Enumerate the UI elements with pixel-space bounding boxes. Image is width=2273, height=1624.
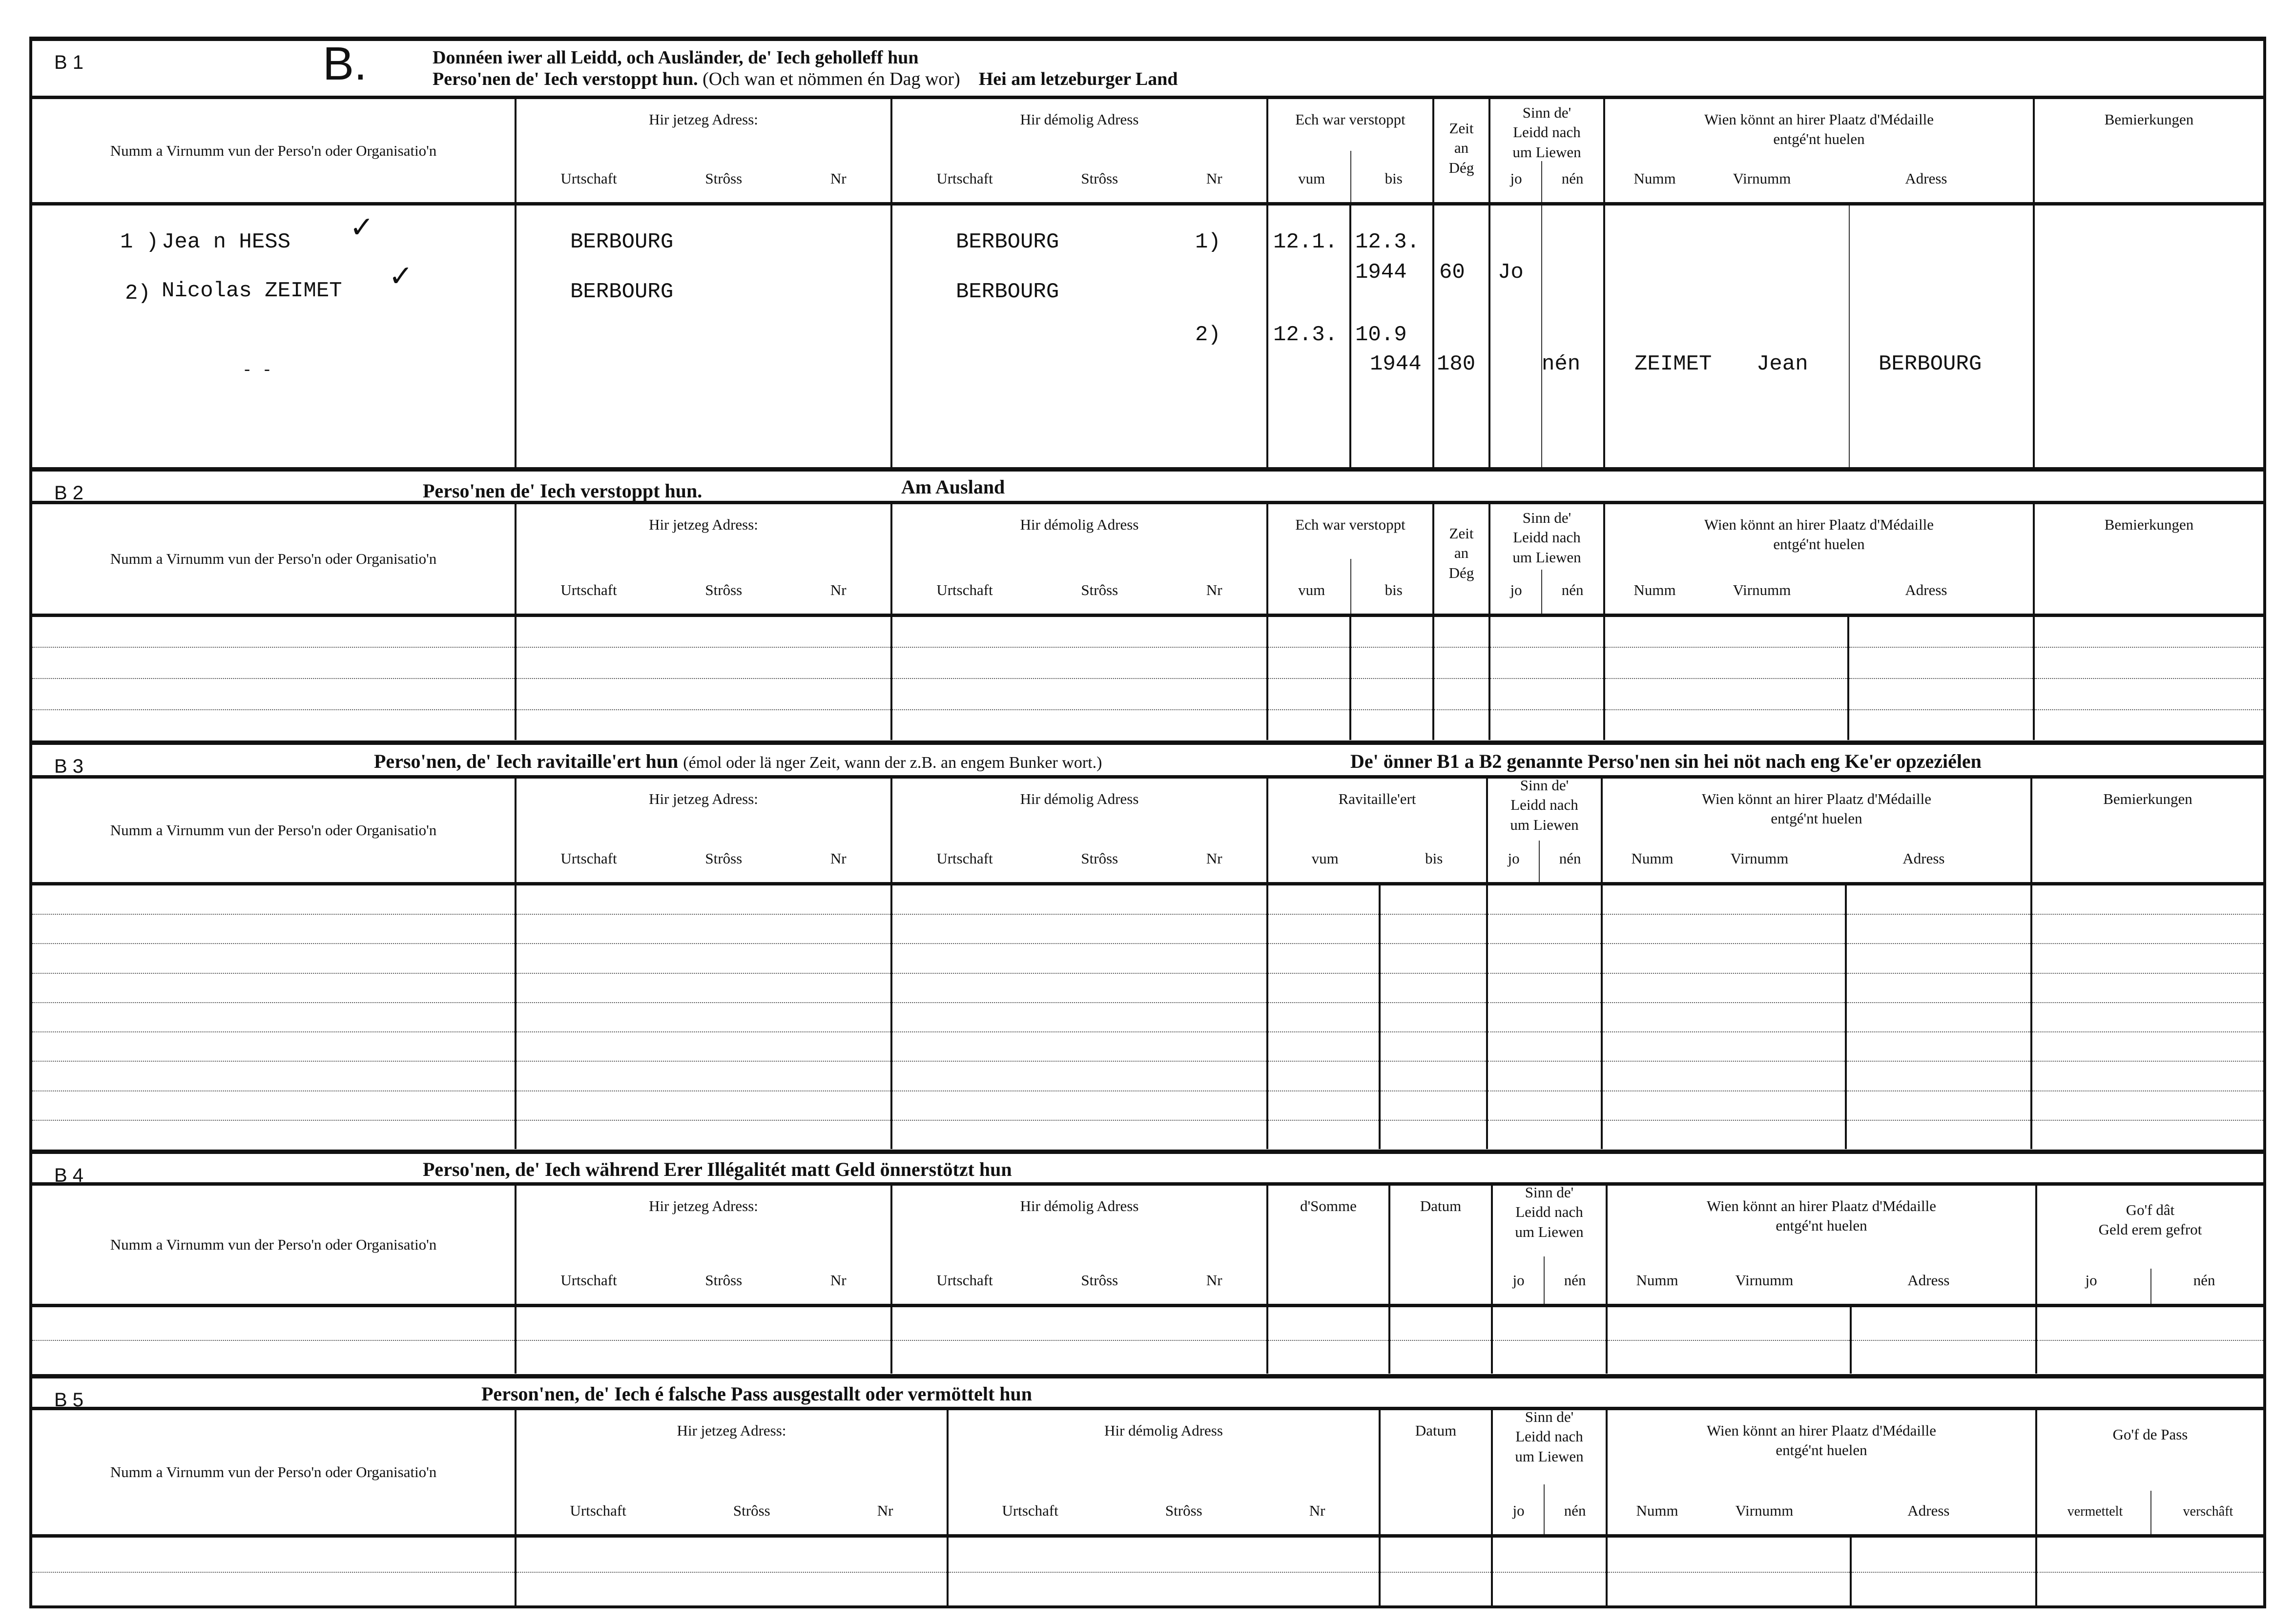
- b1-data-area: 1 ) Jea n HESS ✓ 2) Nicolas ZEIMET ✓ - - BERBOURG BERBOURG BERBOURG BERBOURG 1) 2) 12.1. 12.3. 12.3. 1944 10.9 1944 60 180 Jo nén ZEIMET Jean BERBOURG: [32, 204, 2263, 468]
- town-now: BERBOURG: [570, 280, 674, 304]
- hidden-header: Ech war verstoppt: [1295, 111, 1405, 128]
- pass-header: Go'f de Pass: [2112, 1426, 2188, 1443]
- b4-table: Numm a Virnumm vun der Perso'n oder Organisatio'n Hir jetzeg Adress: Urtschaft Strôss Nr Hir démolig Adress Urtschaft Strôss Nr d'Somme Datum Sinn de' Leidd nach um Liewen jo nén Wien könnt an hirer Plaatz d'Médaille entgé'nt huelen Numm Virnumm Adress Go'f dât Geld erem gefrot jo nén: [32, 1182, 2263, 1374]
- medal-header: Wien könnt an hirer Plaatz d'Médaille entgé'nt huelen: [1704, 111, 1934, 148]
- date-header: Datum: [1420, 1197, 1462, 1214]
- b5-table: Numm a Virnumm vun der Perso'n oder Organisatio'n Hir jetzeg Adress: Urtschaft Strôss Nr Hir démolig Adress Urtschaft Strôss Nr Datum Sinn de' Leidd nach um Liewen jo nén Wien könnt an hirer Plaatz d'Médaille entgé'nt huelen Numm Virnumm Adress Go'f de Pass vermettelt verschâft: [32, 1407, 2263, 1607]
- entry-name: Nicolas ZEIMET: [162, 279, 342, 303]
- medal-address: BERBOURG: [1879, 352, 1982, 376]
- section-code: B 1: [54, 52, 84, 73]
- sum-header: d'Somme: [1300, 1197, 1357, 1214]
- town-before: BERBOURG: [956, 280, 1059, 304]
- section-b3: B 3 Perso'nen, de' Iech ravitaille'ert hun (émol oder lä nger Zeit, wann der z.B. an engem Bunker wort.) De' önner B1 a B2 genannte Perso'nen sin hei nöt nach eng Ke'er opzeziélen Numm a Virnumm vun der Perso'n oder Organisatio'n Hir jetzeg Adress: Urtschaft Strôss Nr Hir démolig Adress Urtschaft Strôss Nr Ravitaille'ert vum bis Sinn de' Leidd nach um Liewen jo nén Wien könnt an hirer Plaatz d'Médaille entgé'nt huelen Numm Virnumm Adress Bemierkungen: [32, 740, 2263, 1154]
- checkmark-icon: ✓: [389, 259, 413, 293]
- section-b1: [32, 37, 2263, 472]
- name-header: Numm a Virnumm vun der Perso'n oder Organisatio'n: [110, 142, 437, 159]
- time-days-header: Zeit an Dég: [1448, 120, 1474, 176]
- town-before: BERBOURG: [956, 230, 1059, 254]
- money-back-header: Go'f dât Geld erem gefrot: [2098, 1201, 2202, 1238]
- bottom-border: [32, 1605, 2263, 1608]
- b2-table: Numm a Virnumm vun der Perso'n oder Organisatio'n Hir jetzeg Adress: Urtschaft Strôss Nr Hir démolig Adress Urtschaft Strôss Nr Ech war verstoppt vum bis Zeit an Dég Sinn de' Leidd nach um Liewen jo nén Wien könnt an hirer Plaatz d'Médaille entgé'nt huelen Numm Virnumm Adress Bemierkungen: [32, 501, 2263, 740]
- section-b2: B 2 Perso'nen de' Iech verstoppt hun. Am Ausland Numm a Virnumm vun der Perso'n oder Organisatio'n Hir jetzeg Adress: Urtschaft Strôss Nr Hir démolig Adress Urtschaft Strôss Nr Ech war verstoppt vum bis Zeit an Dég Sinn de' Leidd nach um Liewen jo nén Wien könnt an hirer Plaatz d'Médaille entgé'nt huelen Numm Virnumm Adress Bemierkungen: [32, 467, 2263, 745]
- checkmark-icon: ✓: [350, 210, 374, 245]
- b1-table: Numm a Virnumm vun der Perso'n oder Organisatio'n Hir jetzeg Adress: Urtschaft Strôss Nr Hir démolig Adress Urtschaft Strôss Nr Ech war verstoppt vum bis Zeit an Dég Sinn de' Leidd nach um Liewen jo nén Wien könnt an hirer Plaatz d'Médaille entgé'nt huelen Numm Virnumm Adress Bemierkungen 1 ) Jea n HESS ✓ 2) Nicolas ZEIMET ✓ - - BERBOURG BERBOURG BERBOURG BERBOURG 1) 2) 12.1. 12.3. 12.3. 1944 10.9 1944 60 180 Jo nén ZEIMET Jean BERBOURG: [32, 96, 2263, 468]
- remarks-header: Bemierkungen: [2104, 111, 2194, 128]
- medal-name: ZEIMET: [1634, 352, 1712, 376]
- town-now: BERBOURG: [570, 230, 674, 254]
- alive-header: Sinn de' Leidd nach um Liewen: [1512, 104, 1581, 161]
- section-title: Donnéen iwer all Leidd, och Ausländer, de' Iech geholleff hun Perso'nen de' Iech verstoppt hun. (Och wan et nömmen én Dag wor) Hei am letzeburger Land: [433, 47, 1178, 89]
- section-letter: B.: [323, 38, 367, 90]
- section-b4: B 4 Perso'nen, de' Iech während Erer Illégalitét matt Geld önnerstötzt hun Numm a Virnumm vun der Perso'n oder Organisatio'n Hir jetzeg Adress: Urtschaft Strôss Nr Hir démolig Adress Urtschaft Strôss Nr d'Somme Datum Sinn de' Leidd nach um Liewen jo nén Wien könnt an hirer Plaatz d'Médaille entgé'nt huelen Numm Virnumm Adress Go'f dât Geld erem gefrot jo nén: [32, 1150, 2263, 1378]
- form-frame: [29, 37, 2266, 1608]
- entry-name: Jea n HESS: [162, 230, 291, 254]
- supplied-header: Ravitaille'ert: [1338, 790, 1416, 807]
- name-cell: 1 ) Jea n HESS ✓ 2) Nicolas ZEIMET ✓ - -: [32, 204, 516, 468]
- b3-table: Numm a Virnumm vun der Perso'n oder Organisatio'n Hir jetzeg Adress: Urtschaft Strôss Nr Hir démolig Adress Urtschaft Strôss Nr Ravitaille'ert vum bis Sinn de' Leidd nach um Liewen jo nén Wien könnt an hirer Plaatz d'Médaille entgé'nt huelen Numm Virnumm Adress Bemierkungen: [32, 775, 2263, 1149]
- medal-first: Jean: [1756, 352, 1808, 376]
- current-address-header: Hir jetzeg Adress:: [649, 111, 758, 128]
- former-address-header: Hir démolig Adress: [1020, 111, 1139, 128]
- section-b5: B 5 Person'nen, de' Iech é falsche Pass ausgestallt oder vermöttelt hun Numm a Virnumm vun der Perso'n oder Organisatio'n Hir jetzeg Adress: Urtschaft Strôss Nr Hir démolig Adress Urtschaft Strôss Nr Datum Sinn de' Leidd nach um Liewen jo nén Wien könnt an hirer Plaatz d'Médaille entgé'nt huelen Numm Virnumm Adress Go'f de Pass vermettelt verschâft: [32, 1374, 2263, 1613]
